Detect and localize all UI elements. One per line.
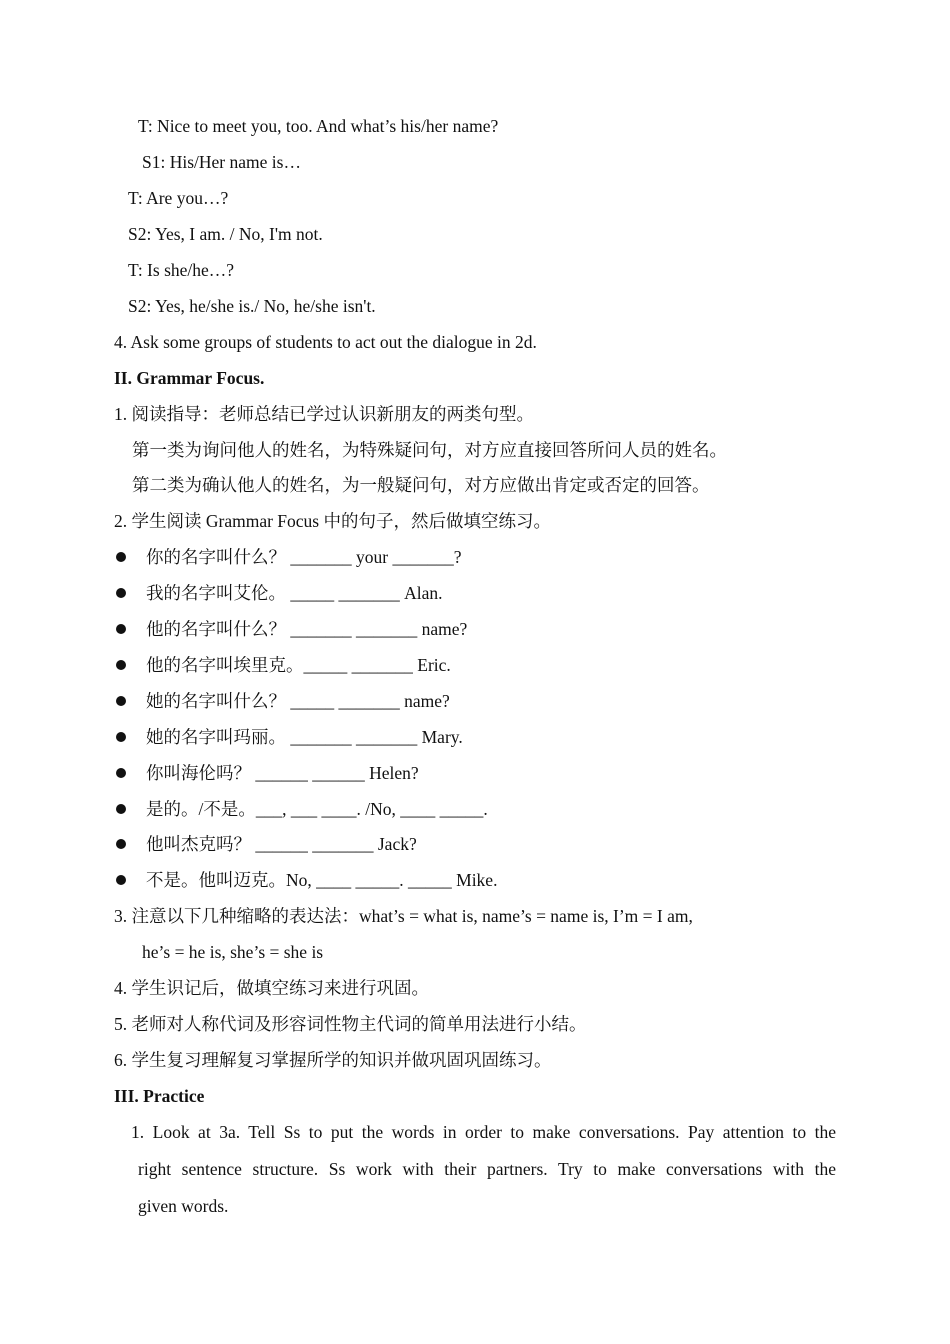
dialogue-line-2: S1: His/Her name is… (142, 152, 301, 172)
list-item: 她的名字叫什么？ _____ _______ name? (146, 691, 450, 711)
list-item: 我的名字叫艾伦。 _____ _______ Alan. (146, 583, 443, 603)
bullet-dot (116, 588, 126, 598)
bullet-dot (116, 875, 126, 885)
practice-item-1-line-3: given words. (138, 1196, 229, 1216)
bullet-dot (116, 552, 126, 562)
step-4-text: 4. Ask some groups of students to act out the dialogue in 2d. (114, 332, 537, 352)
bullet-dot (116, 696, 126, 706)
grammar-item-5: 5. 老师对人称代词及形容词性物主代词的简单用法进行小结。 (114, 1014, 587, 1034)
grammar-item-2: 2. 学生阅读 Grammar Focus 中的句子，然后做填空练习。 (114, 511, 551, 531)
list-item: 他的名字叫埃里克。_____ _______ Eric. (146, 655, 451, 675)
bullet-dot (116, 624, 126, 634)
list-item: 是的。/不是。___, ___ ____. /No, ____ _____. (146, 799, 488, 819)
grammar-item-4: 4. 学生识记后，做填空练习来进行巩固。 (114, 978, 429, 998)
grammar-item-1-line-2: 第一类为询问他人的姓名，为特殊疑问句，对方应直接回答所问人员的姓名。 (132, 440, 727, 460)
dialogue-line-5: T: Is she/he…? (128, 260, 235, 280)
dialogue-line-4: S2: Yes, I am. / No, I'm not. (128, 224, 323, 244)
list-item: 他的名字叫什么？ _______ _______ name? (146, 619, 468, 639)
list-item: 她的名字叫玛丽。 _______ _______ Mary. (146, 727, 463, 747)
dialogue-line-3: T: Are you…? (128, 188, 229, 208)
list-item: 他叫杰克吗？ ______ _______ Jack? (146, 834, 417, 854)
practice-item-1-line-2: right sentence structure. Ss work with their partners. Try to make conversations with the (138, 1159, 836, 1179)
bullet-dot (116, 839, 126, 849)
grammar-item-3: 3. 注意以下几种缩略的表达法：what’s = what is, name’s = name is, I’m = I am, (114, 906, 693, 926)
grammar-item-3-line-2: he’s = he is, she’s = she is (142, 942, 324, 962)
dialogue-line-6: S2: Yes, he/she is./ No, he/she isn't. (128, 296, 376, 316)
list-item: 你的名字叫什么？ _______ your _______? (146, 547, 462, 567)
bullet-dot (116, 732, 126, 742)
grammar-item-6: 6. 学生复习理解复习掌握所学的知识并做巩固巩固练习。 (114, 1050, 552, 1070)
section-3-heading: III. Practice (114, 1086, 205, 1106)
dialogue-line-1: T: Nice to meet you, too. And what’s his/her name? (138, 116, 499, 136)
grammar-item-1: 1. 阅读指导：老师总结已学过认识新朋友的两类句型。 (114, 404, 534, 424)
bullet-dot (116, 768, 126, 778)
bullet-dot (116, 804, 126, 814)
practice-item-1-line-1: 1. Look at 3a. Tell Ss to put the words in order to make conversations. Pay attention to the (131, 1122, 836, 1142)
list-item: 不是。他叫迈克。No, ____ _____. _____ Mike. (146, 870, 498, 890)
section-2-heading: II. Grammar Focus. (114, 368, 265, 388)
bullet-dot (116, 660, 126, 670)
grammar-item-1-line-3: 第二类为确认他人的姓名，为一般疑问句，对方应做出肯定或否定的回答。 (132, 475, 710, 495)
list-item: 你叫海伦吗？ ______ ______ Helen? (146, 763, 419, 783)
